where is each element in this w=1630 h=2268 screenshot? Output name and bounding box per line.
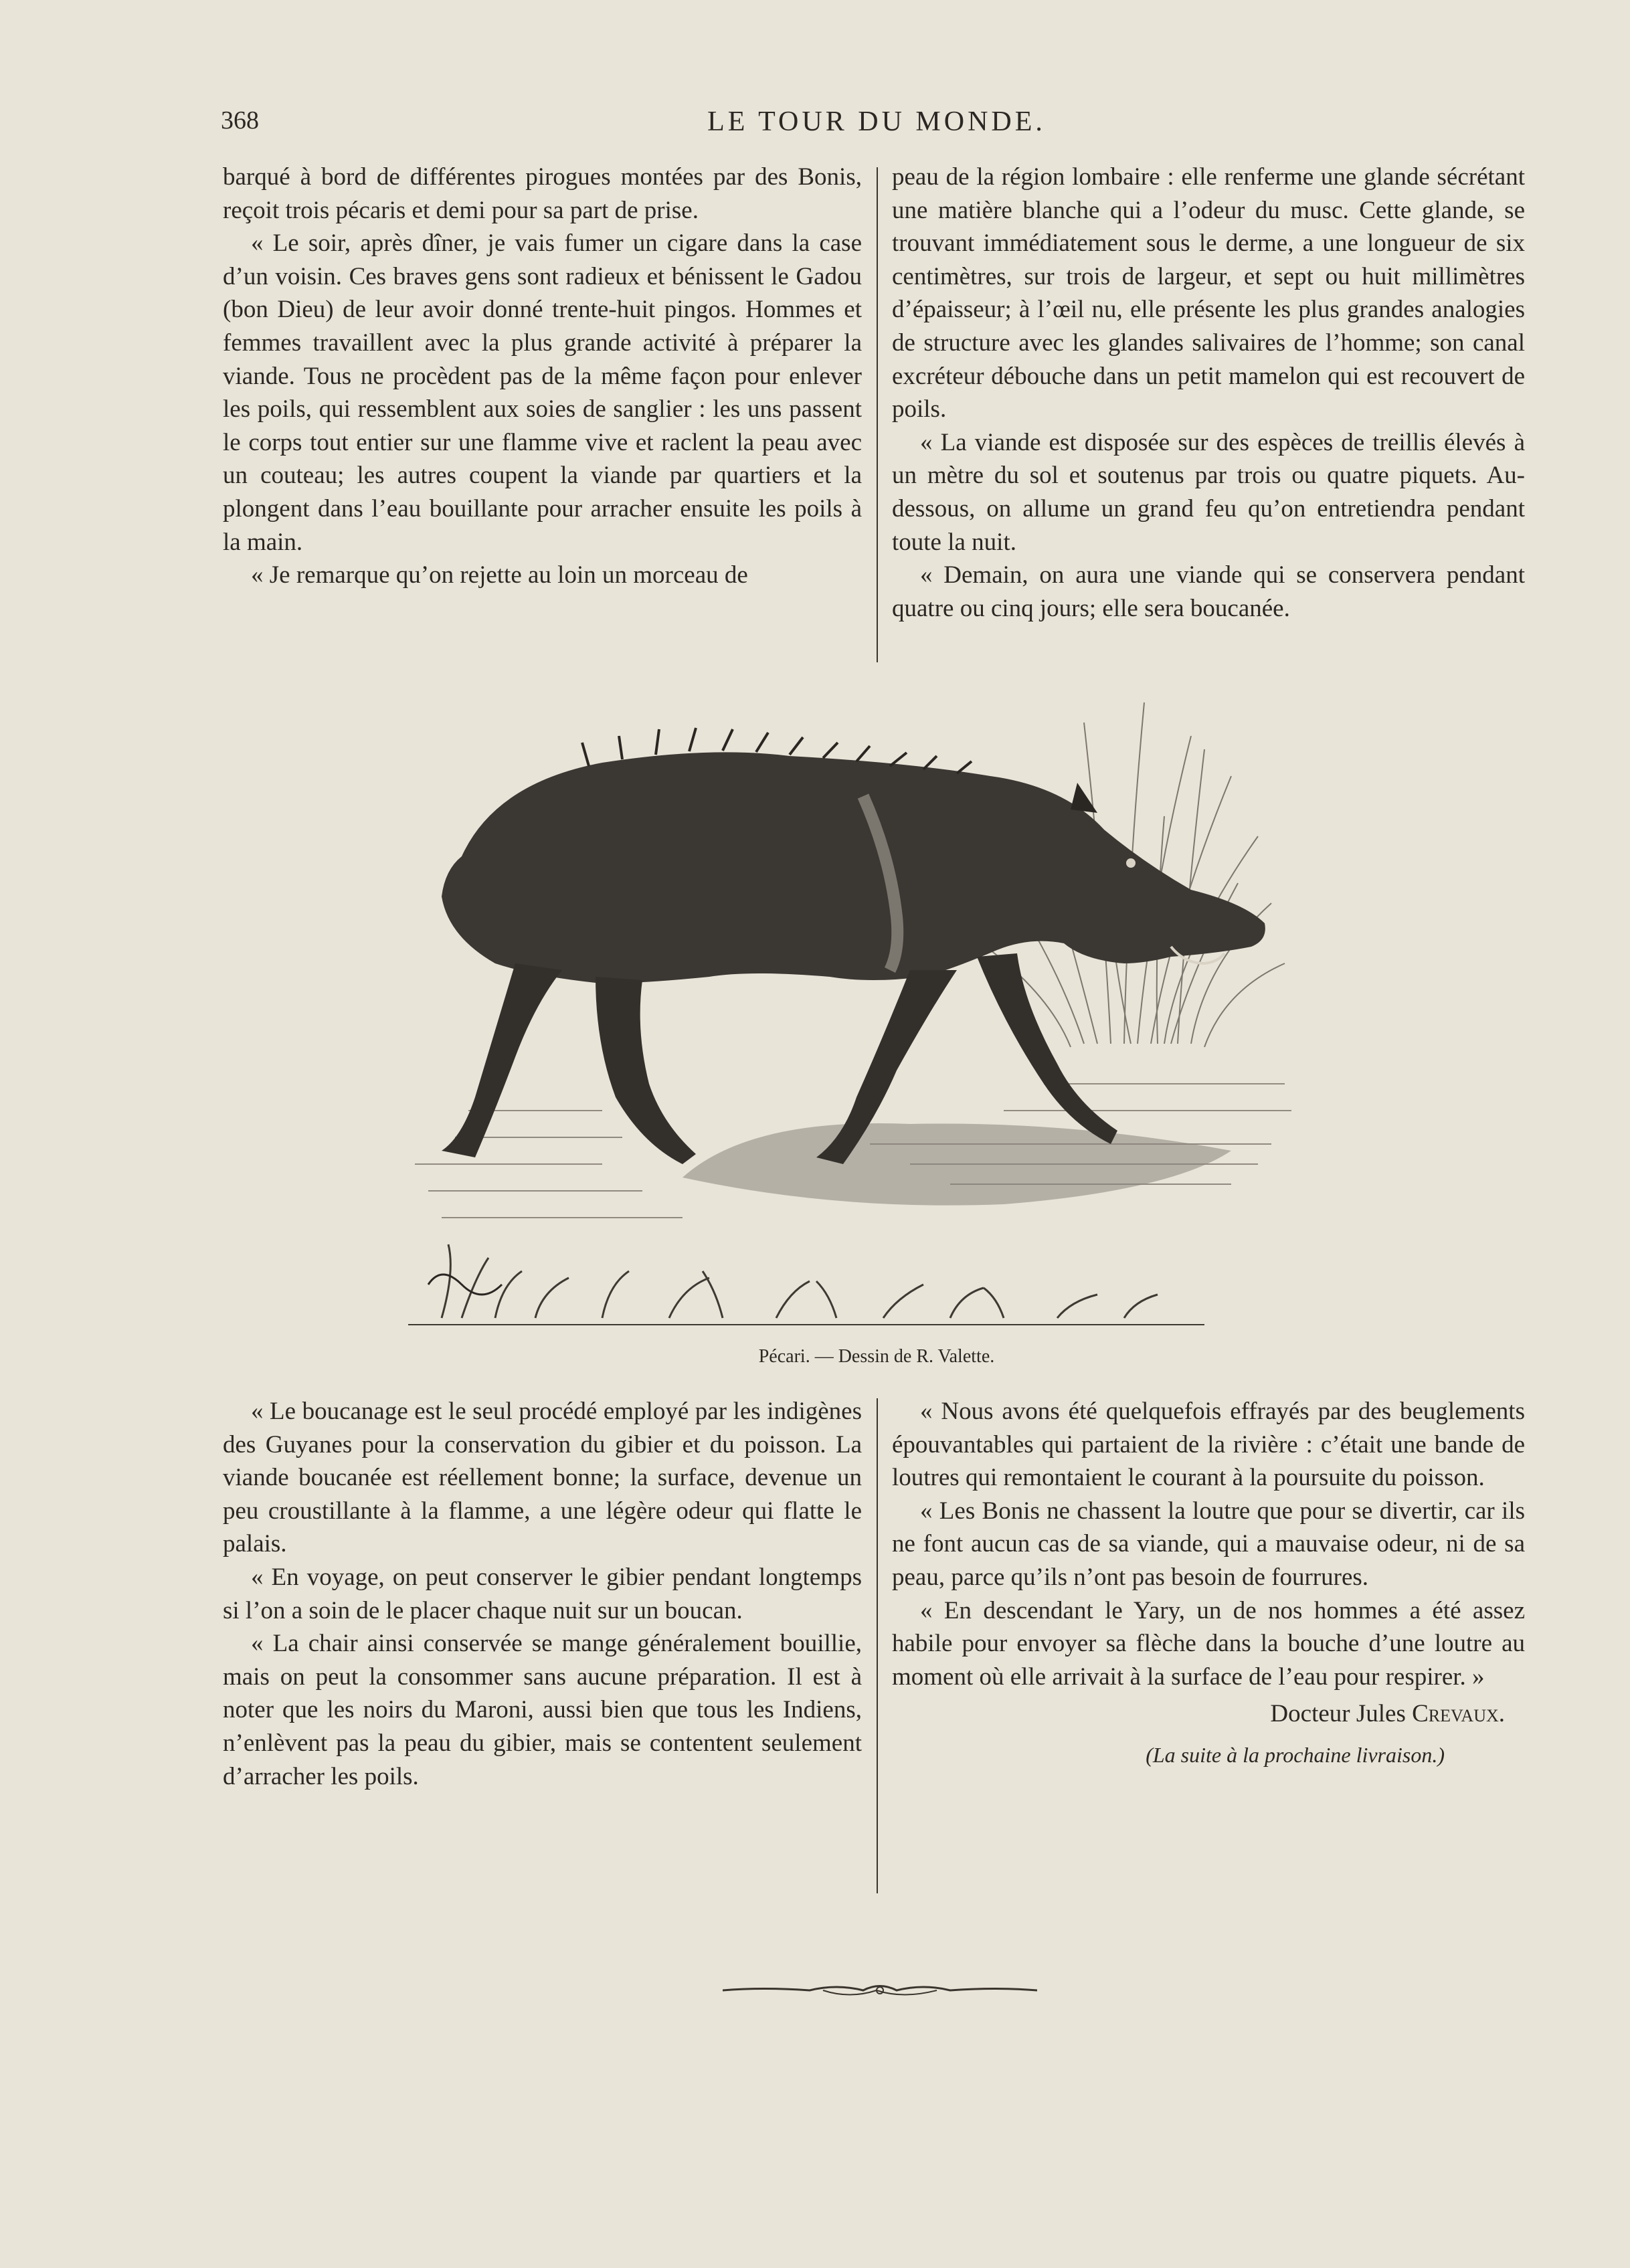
author-prefix: Docteur Jules: [1270, 1700, 1406, 1728]
author-surname: Crevaux.: [1412, 1700, 1505, 1728]
paragraph: « Je remarque qu’on rejette au loin un morceau de: [251, 561, 748, 589]
paragraph: « La chair ainsi conservée se mange généralement bouillie, mais on peut la consommer sans aucune préparation. Il est à noter que les noirs du Maroni, aussi bien que tous les Indiens, n’enlèvent pas la peau du gibier, mais se contentent seulement d’arracher les poils.: [223, 1630, 862, 1790]
top-left-column: [223, 161, 862, 592]
paragraph: « La viande est disposée sur des espèces de treillis élevés à un mètre du sol et soutenus par trois ou quatre piquets. Au-dessous, on allume un grand feu qu’on entretiendra pendant toute la nuit.: [892, 428, 1525, 556]
continuation-note: (La suite à la prochaine livraison.): [1146, 1742, 1445, 1767]
paragraph: barqué à bord de différentes pirogues montées par des Bonis, reçoit trois pécaris et demi pour sa part de prise.: [223, 163, 862, 224]
bottom-left-column: [223, 1395, 862, 1793]
peccary-ear: [1071, 783, 1097, 813]
peccary-body: [442, 752, 1265, 983]
top-right-column: [892, 161, 1525, 625]
artist-signature-mark: [428, 1274, 502, 1295]
column-rule-top: [877, 167, 878, 662]
paragraph: « En voyage, on peut conserver le gibier pendant longtemps si l’on a soin de le placer chaque nuit sur un boucan.: [223, 1563, 862, 1624]
journal-title: LE TOUR DU MONDE.: [707, 106, 1046, 137]
paragraph: « Les Bonis ne chassent la loutre que pour se divertir, car ils ne font aucun cas de sa viande, qui a mauvaise odeur, ni de sa peau, parce qu’ils n’ont pas besoin de fourrures.: [892, 1497, 1525, 1591]
paragraph: « Le soir, après dîner, je vais fumer un cigare dans la case d’un voisin. Ces braves gens sont radieux et bénissent le Gadou (bon Dieu) de leur avoir donné trente-huit pingos. Hommes et femmes travaillent avec la plus grande activité à préparer la viande. Tous ne procèdent pas de la même façon pour enlever les poils, qui ressemblent aux soies de sanglier : les uns passent le corps tout entier sur une flamme vive et raclent la peau avec un couteau; les autres coupent la viande par quartiers et la plongent dans l’eau bouillante pour arracher ensuite les poils à la main.: [223, 229, 862, 556]
animal-shadow: [683, 1123, 1231, 1206]
peccary-eye: [1126, 858, 1136, 868]
page-number: 368: [221, 106, 259, 134]
column-rule-bottom: [877, 1398, 878, 1893]
paragraph: « Demain, on aura une viande qui se conservera pendant quatre ou cinq jours; elle sera boucanée.: [892, 561, 1525, 622]
running-header: [221, 106, 1532, 146]
author-signature: [892, 1697, 1525, 1731]
paragraph: peau de la région lombaire : elle renferme une glande sécrétant une matière blanche qui a l’odeur du musc. Cette glande, se trouvant immédiatement sous le derme, a une longueur de six centimètres, sur trois de largeur, et sept ou huit millimètres d’épaisseur; à l’œil nu, elle présente les plus grandes analogies de structure avec les glandes salivaires de l’homme; son canal excréteur débouche dans un petit mamelon qui est recouvert de poils.: [892, 163, 1525, 423]
bottom-right-column: [892, 1395, 1525, 1772]
paragraph: « En descendant le Yary, un de nos hommes a été assez habile pour envoyer sa flèche dans la bouche d’une loutre au moment où elle arrivait à la surface de l’eau pour respirer. »: [892, 1596, 1525, 1691]
peccary-engraving: [401, 682, 1365, 1335]
paragraph: « Le boucanage est le seul procédé employé par les indigènes des Guyanes pour la conservation du gibier et du poisson. La viande boucanée est réellement bonne; la surface, devenue un peu croustillante à la flamme, a une légère odeur qui flatte le palais.: [223, 1398, 862, 1558]
foreground-grass: [408, 1244, 1204, 1325]
paragraph: « Nous avons été quelquefois effrayés par des beuglements épouvantables qui partaient de la rivière : c’était une bande de loutres qui remontaient le courant à la poursuite du poisson.: [892, 1398, 1525, 1492]
end-ornament: [723, 1974, 1037, 2007]
figure-caption: Pécari. — Dessin de R. Valette.: [758, 1346, 995, 1367]
